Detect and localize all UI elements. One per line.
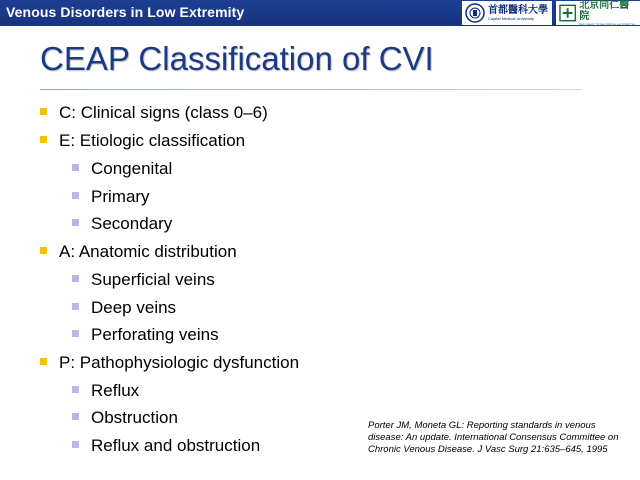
sub-bullet-item: [72, 186, 150, 208]
sub-bullet-item: [72, 380, 139, 402]
square-bullet-icon: [40, 108, 47, 115]
sub-bullet-text: Primary: [91, 187, 150, 206]
university-name-cn: 首都醫科大學: [488, 5, 548, 16]
square-sub-bullet-icon: [72, 219, 79, 226]
sub-bullet-item: [72, 435, 260, 457]
sub-bullet-item: [72, 213, 172, 235]
square-sub-bullet-icon: [72, 303, 79, 310]
square-sub-bullet-icon: [72, 330, 79, 337]
sub-bullet-text: Obstruction: [91, 408, 178, 427]
sub-bullet-text: Reflux: [91, 381, 140, 400]
hospital-name-cn: 北京同仁醫院: [579, 0, 630, 22]
square-sub-bullet-icon: [72, 192, 79, 199]
sub-bullet-text: Deep veins: [91, 298, 177, 317]
bullet-text: A: Anatomic distribution: [59, 242, 237, 261]
bullet-text: C: Clinical signs (class 0–6): [59, 103, 268, 122]
sub-bullet-text: Perforating veins: [91, 325, 219, 344]
reference-citation: Porter JM, Moneta GL: Reporting standards in venous disease: An update. International Consensus Committee on Chronic Venous Disease. J Vasc Surg 21:635–645, 1995: [368, 420, 619, 455]
square-sub-bullet-icon: [72, 275, 79, 282]
sub-bullet-text: Reflux and obstruction: [91, 436, 261, 455]
sub-bullet-item: [72, 324, 219, 346]
sub-bullet-item: [72, 297, 176, 319]
square-sub-bullet-icon: [72, 441, 79, 448]
square-sub-bullet-icon: [72, 386, 79, 393]
square-bullet-icon: [40, 136, 47, 143]
header-title: Venous Disorders in Low Extremity: [6, 4, 245, 20]
square-sub-bullet-icon: [72, 164, 79, 171]
bullet-text: E: Etiologic classification: [59, 131, 246, 150]
bullet-item: [40, 130, 245, 152]
slide-title: CEAP Classification of CVI: [40, 40, 434, 77]
sub-bullet-item: [72, 158, 172, 180]
bullet-item: [40, 352, 299, 374]
square-bullet-icon: [40, 247, 47, 254]
sub-bullet-item: [72, 407, 178, 429]
bullet-item: [40, 241, 237, 263]
university-name-en: Capital Medical University: [488, 16, 535, 21]
square-bullet-icon: [40, 358, 47, 365]
bullet-item: [40, 102, 268, 124]
hospital-name-en: BEIJING TONGREN HOSPITAL: [579, 21, 637, 27]
sub-bullet-item: [72, 269, 215, 291]
sub-bullet-text: Superficial veins: [91, 270, 215, 289]
square-sub-bullet-icon: [72, 413, 79, 420]
sub-bullet-text: Secondary: [91, 214, 173, 233]
sub-bullet-text: Congenital: [91, 159, 173, 178]
bullet-text: P: Pathophysiologic dysfunction: [59, 353, 300, 372]
